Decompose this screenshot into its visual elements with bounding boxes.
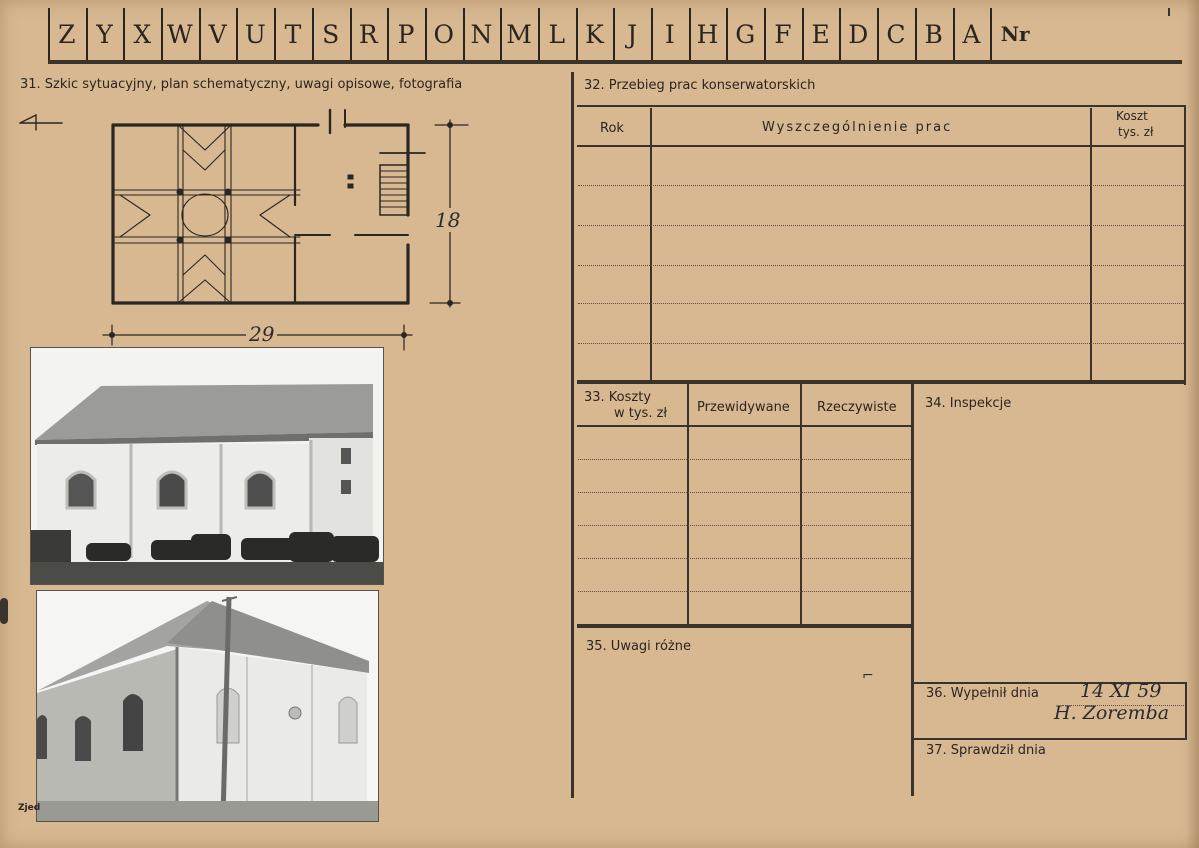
index-letter-c: C bbox=[877, 8, 915, 60]
index-letter-f: F bbox=[764, 8, 802, 60]
s32-col-line-2 bbox=[1090, 108, 1092, 380]
s32-top-rule bbox=[577, 105, 1185, 107]
index-letter-z: Z bbox=[48, 8, 86, 60]
index-letter-h: H bbox=[689, 8, 727, 60]
sketch-mark-number bbox=[14, 104, 15, 105]
s32-dotted-row bbox=[578, 265, 1184, 266]
index-letter-n: N bbox=[463, 8, 501, 60]
s36-handwritten-signature: H. Zoremba bbox=[1054, 702, 1170, 724]
section35-title: 35. Uwagi różne bbox=[586, 639, 691, 654]
index-letter-t: T bbox=[274, 8, 312, 60]
s33-dotted-row bbox=[578, 558, 911, 559]
right-divider-vertical bbox=[571, 72, 574, 798]
s32-header-wyszczegolnienie: Wyszczególnienie prac bbox=[762, 120, 953, 135]
s33-header-rzeczywiste: Rzeczywiste bbox=[817, 400, 897, 415]
s32-dotted-row bbox=[578, 303, 1184, 304]
s32-dotted-row bbox=[578, 225, 1184, 226]
section34-title: 34. Inspekcje bbox=[925, 396, 1012, 411]
s37-top-rule bbox=[914, 738, 1186, 740]
s33-bottom-rule bbox=[577, 624, 913, 628]
index-letter-i: I bbox=[651, 8, 689, 60]
floor-plan-sketch bbox=[0, 95, 480, 365]
s32-right-edge bbox=[1184, 105, 1186, 385]
s35-pen-mark: ⌐ bbox=[862, 668, 874, 684]
strip-end-tick bbox=[1168, 8, 1170, 16]
section33-title-line1: 33. Koszty bbox=[584, 390, 652, 405]
index-letter-k: K bbox=[576, 8, 614, 60]
punch-hole-mark bbox=[0, 598, 8, 624]
strip-bottom-rule bbox=[48, 60, 1182, 64]
section31-title: 31. Szkic sytuacyjny, plan schematyczny, uwagi opisowe, fotografia bbox=[20, 77, 463, 92]
dimension-width-label: 29 bbox=[246, 322, 277, 346]
index-letter-d: D bbox=[839, 8, 877, 60]
s33-s34-divider bbox=[911, 384, 914, 796]
s36-dotted-row bbox=[1062, 705, 1184, 706]
section37-title: 37. Sprawdził dnia bbox=[926, 743, 1046, 758]
index-letter-b: B bbox=[915, 8, 953, 60]
s33-header-rule bbox=[577, 425, 913, 427]
s33-dotted-row bbox=[578, 459, 911, 460]
s33-dotted-row bbox=[578, 492, 911, 493]
index-letter-y: Y bbox=[86, 8, 124, 60]
s33-dotted-row bbox=[578, 591, 911, 592]
s32-bottom-rule bbox=[577, 380, 1185, 384]
s32-col-line-1 bbox=[650, 108, 652, 380]
index-letter-j: J bbox=[613, 8, 651, 60]
s36-right-edge bbox=[1185, 682, 1187, 740]
photo-synagogue-side bbox=[36, 590, 379, 822]
index-letter-w: W bbox=[161, 8, 199, 60]
dimension-height-label: 18 bbox=[435, 208, 461, 232]
index-letter-o: O bbox=[425, 8, 463, 60]
s32-header-rule bbox=[577, 145, 1185, 147]
section32-title: 32. Przebieg prac konserwatorskich bbox=[584, 78, 816, 93]
index-letter-u: U bbox=[236, 8, 274, 60]
index-letter-p: P bbox=[387, 8, 425, 60]
s32-dotted-row bbox=[578, 185, 1184, 186]
index-letter-s: S bbox=[312, 8, 350, 60]
footer-text-fragment: Zjed bbox=[18, 803, 41, 813]
s32-header-koszt: Koszt bbox=[1116, 109, 1148, 123]
s33-header-przewidywane: Przewidywane bbox=[697, 400, 790, 415]
index-letter-e: E bbox=[802, 8, 840, 60]
index-letter-a: A bbox=[953, 8, 991, 60]
index-letter-l: L bbox=[538, 8, 576, 60]
s33-dotted-row bbox=[578, 525, 911, 526]
section36-title: 36. Wypełnił dnia bbox=[926, 686, 1039, 701]
s33-col-line-2 bbox=[800, 384, 802, 624]
index-letter-v: V bbox=[199, 8, 237, 60]
index-letter-r: R bbox=[350, 8, 388, 60]
photo-synagogue-front bbox=[30, 347, 384, 585]
letter-index-strip bbox=[48, 8, 1040, 60]
s32-dotted-row bbox=[578, 343, 1184, 344]
s33-col-line-1 bbox=[687, 384, 689, 624]
index-letter-m: M bbox=[500, 8, 538, 60]
index-letter-x: X bbox=[123, 8, 161, 60]
index-letter-g: G bbox=[726, 8, 764, 60]
index-nr-label: Nr bbox=[990, 8, 1040, 60]
s32-header-rok: Rok bbox=[600, 121, 624, 136]
s32-header-koszt-unit: tys. zł bbox=[1118, 125, 1154, 139]
s36-handwritten-date: 14 XI 59 bbox=[1080, 680, 1162, 702]
section33-title-line2: w tys. zł bbox=[614, 406, 668, 421]
